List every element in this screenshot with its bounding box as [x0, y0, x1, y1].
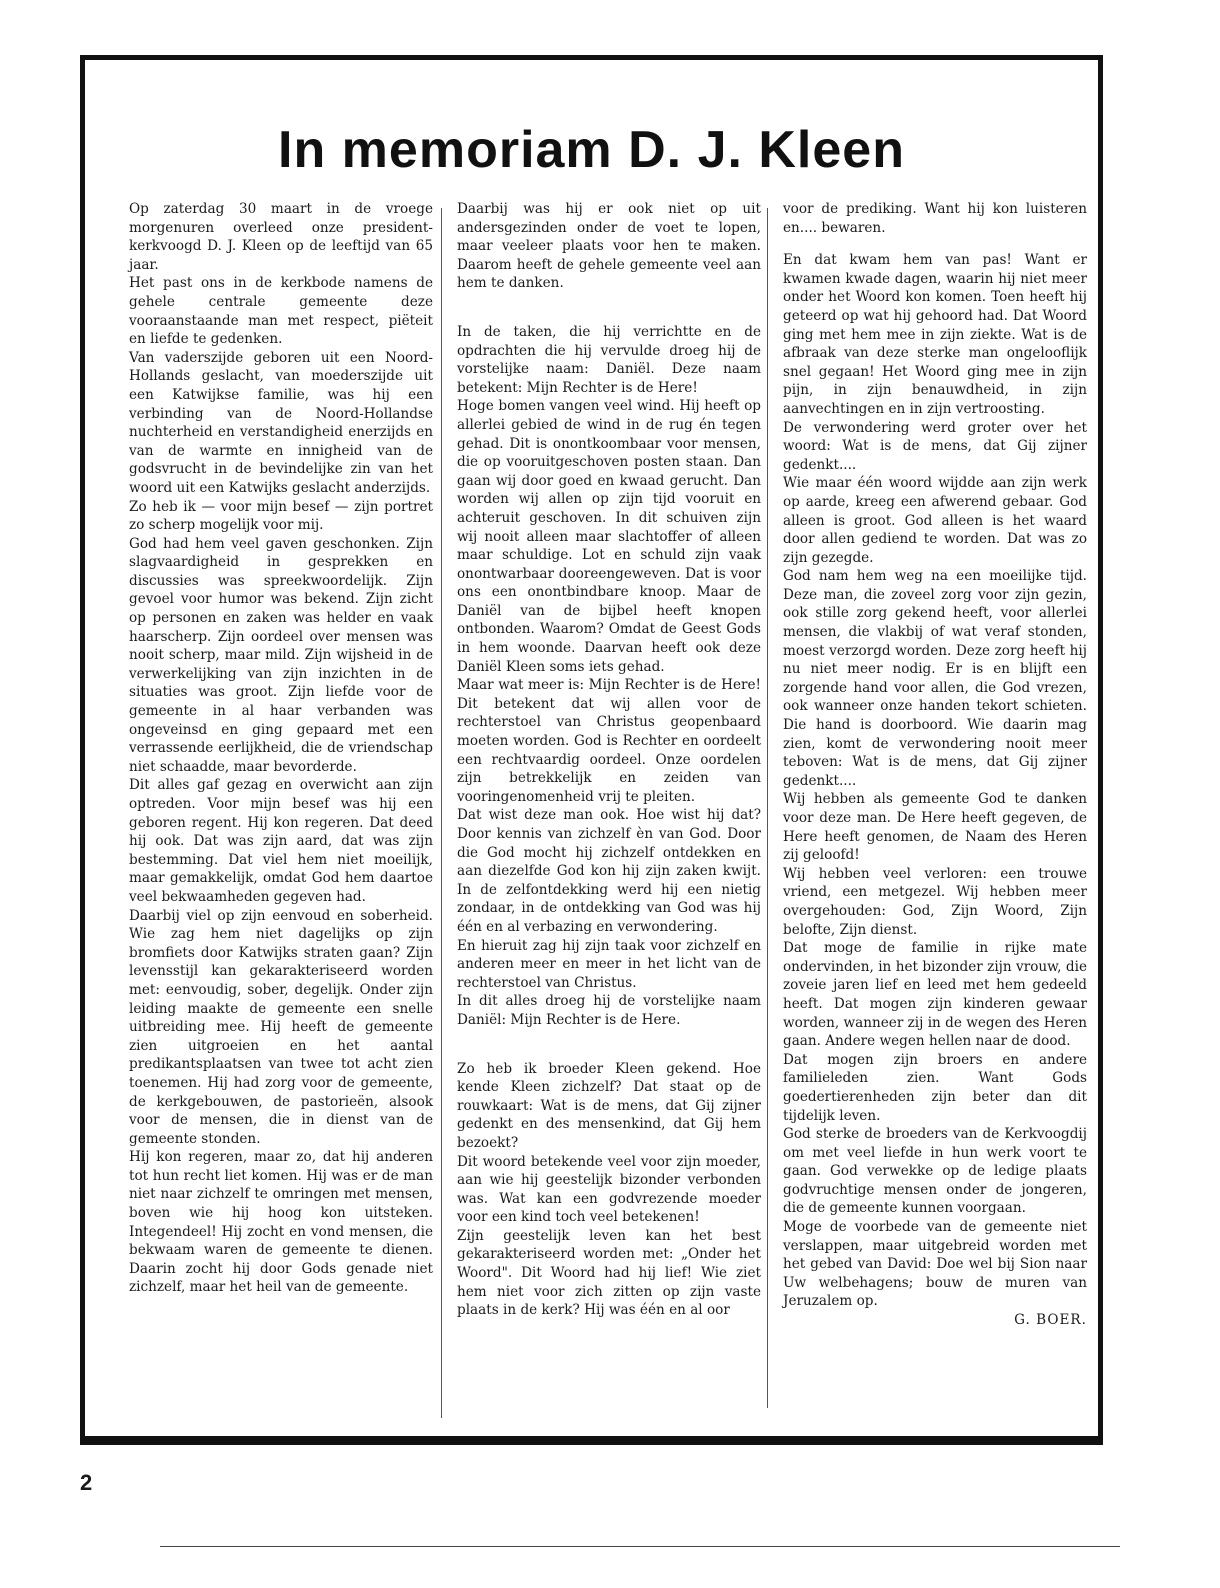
paragraph: voor de prediking. Want hij kon luisteren en.... bewaren. [783, 201, 1087, 236]
paragraph: In dit alles droeg hij de vorstelijke naam Daniël: Mijn Rechter is de Here. [457, 993, 761, 1028]
paragraph: In de taken, die hij verrichtte en de opdrachten die hij vervulde droeg hij de vorstelijke naam: Daniël. Deze naam betekent: Mijn Rechter is de Here! [457, 323, 761, 396]
paragraph: Hoge bomen vangen veel wind. Hij heeft op allerlei gebied de wind in de rug én tegen gehad. Dit is onontkoombaar voor mensen, die op vooruitgeschoven posten staan. Dan gaan wij door goed en kwaad gerucht. Dan worden wij allen op zijn tijd vooruit en achteruit geschoven. In dit schuiven zijn wij nooit alleen maar slachtoffer of alleen maar schuldige. Lot en schuld zijn vaak onontwarbaar dooreengeweven. Dat is voor ons een onontbindbare knoop. Maar de Daniël van de bijbel heeft knopen ontbonden. Waarom? Omdat de Geest Gods in hem woonde. Daarvan heeft ook deze Daniël Kleen soms iets gehad. [457, 398, 761, 675]
text-column-2 [457, 200, 761, 1320]
paragraph: En dat kwam hem van pas! Want er kwamen kwade dagen, waarin hij niet meer onder het Woord kon komen. Toen heeft hij geteerd op wat hij gehoord had. Dat Woord ging met hem mee in zijn ziekte. Wat is de afbraak van deze sterke man ongelooflijk snel gegaan! Het Woord ging mee in zijn pijn, in zijn benauwdheid, in zijn aanvechtingen en in zijn vertroosting. [783, 252, 1087, 417]
paragraph: Wij hebben veel verloren: een trouwe vriend, een metgezel. Wij hebben meer overgehouden: God, Zijn Woord, Zijn belofte, Zijn dienst. [783, 865, 1087, 938]
paragraph: Maar wat meer is: Mijn Rechter is de Here! Dit betekent dat wij allen voor de rechterstoel van Christus geopenbaard moeten worden. God is Rechter en oordeelt een rechtvaardig oordeel. Onze oordelen zijn betrekkelijk en zeiden van vooringenomenheid vrij te pleiten. [457, 677, 761, 805]
column-divider [441, 208, 442, 1418]
paragraph: Dat moge de familie in rijke mate ondervinden, in het bizonder zijn vrouw, die zoveie jaren lief en leed met hem gedeeld heeft. Dat mogen zijn kinderen gewaar worden, wanneer zij in de wegen des Heren gaan. Andere wegen hellen naar de dood. [783, 940, 1087, 1050]
paragraph: Dat wist deze man ook. Hoe wist hij dat? Door kennis van zichzelf èn van God. Door die God mocht hij zichzelf ontdekken en aan diezelfde God kon hij zijn zaken kwijt. In de zelfontdekking werd hij een nietig zondaar, in de ontdekking van God was hij één en al verbazing en verwondering. [457, 807, 761, 935]
paragraph: Het past ons in de kerkbode namens de gehele centrale gemeente deze vooraanstaande man met respect, piëteit en liefde te gedenken. [129, 275, 433, 348]
article-title: In memoriam D. J. Kleen [278, 121, 905, 179]
paragraph: Hij kon regeren, maar zo, dat hij anderen tot hun recht liet komen. Hij was er de man niet naar zichzelf te omringen met mensen, boven wie hij hoog kon uitsteken. Integendeel! Hij zocht en vond mensen, die bekwaam waren de gemeente te dienen. Daarin zocht hij door Gods genade niet zichzelf, maar het heil van de gemeente. [129, 1149, 433, 1296]
paragraph: God had hem veel gaven geschonken. Zijn slagvaardigheid in gesprekken en discussies was spreekwoordelijk. Zijn gevoel voor humor was bekend. Zijn zicht op personen en zaken was helder en vaak haarscherp. Zijn oordeel over mensen was nooit scherp, maar mild. Zijn wijsheid in de verwerkelijking van zijn inzichten in de situaties was groot. Zijn liefde voor de gemeente in al haar verbanden was ongeveinsd en ging gepaard met een verrassende eerlijkheid, die de vriendschap niet schaadde, maar bevorderde. [129, 535, 433, 775]
paragraph: Zijn geestelijk leven kan het best gekarakteriseerd worden met: „Onder het Woord". Dit Woord had hij lief! Wie ziet hem niet voor zich zitten op zijn vaste plaats in de kerk? Hij was één en al oor [457, 1227, 761, 1319]
paragraph: Daarbij was hij er ook niet op uit andersgezinden onder de voet te lopen, maar veeleer plaats voor hen te maken. Daarom heeft de gehele gemeente veel aan hem te danken. [457, 201, 761, 292]
paragraph: Dit alles gaf gezag en overwicht aan zijn optreden. Voor mijn besef was hij een geboren regent. Hij kon regeren. Dat deed hij ook. Dat was zijn aard, dat was zijn bestemming. Dat viel hem niet moeilijk, maar gemakkelijk, omdat God hem daartoe veel bekwaamheden gegeven had. [129, 777, 433, 905]
paragraph: En hieruit zag hij zijn taak voor zichzelf en anderen meer en meer in het licht van de rechterstoel van Christus. [457, 937, 761, 991]
paragraph: God sterke de broeders van de Kerkvoogdij om met veel liefde in hun werk voort te gaan. God verwekke op de ledige plaats godvruchtige mensen onder de jongeren, die de gemeente kunnen voorgaan. [783, 1126, 1087, 1217]
paragraph: Daarbij viel op zijn eenvoud en soberheid. Wie zag hem niet dagelijks op zijn bromfiets door Katwijks straten gaan? Zijn levensstijl kan gekarakteriseerd worden met: eenvoudig, sober, degelijk. Onder zijn leiding maakte de gemeente een snelle uitbreiding mee. Hij heeft de gemeente zien uitgroeien en het aantal predikantsplaatsen van twee tot acht zien toenemen. Hij had zorg voor de gemeente, de kerkgebouwen, de pastorieën, alsook voor de mensen, die in dienst van de gemeente stonden. [129, 907, 433, 1147]
paragraph: Wij hebben als gemeente God te danken voor deze man. De Here heeft gegeven, de Here heeft genomen, de Naam des Heren zij geloofd! [783, 791, 1087, 864]
memorial-frame [80, 55, 1103, 1445]
paragraph: God nam hem weg na een moeilijke tijd. Deze man, die zoveel zorg voor zijn gezin, ook stille zorg gekend heeft, voor allerlei mensen, die vlakbij of wat veraf stonden, moest verzorgd worden. Deze zorg heeft hij nu niet meer nodig. Er is en blijft een zorgende hand voor allen, die God vrezen, ook wanneer onze handen tekort schieten. Die hand is doorboord. Wie daarin mag zien, komt de verwondering nooit meer teboven: Wat is de mens, dat Gij zijner gedenkt.... [783, 568, 1087, 789]
paragraph: Dat mogen zijn broers en andere familieleden zien. Want Gods goedertierenheden zijn beter dan dit tijdelijk leven. [783, 1051, 1087, 1124]
page-number: 2 [80, 1470, 93, 1495]
paragraph: Moge de voorbede van de gemeente niet verslappen, maar uitgebreid worden met het gebed van David: Doe wel bij Sion naar Uw welbehagens; bouw de muren van Jeruzalem op. [783, 1219, 1087, 1310]
paragraph: Zo heb ik — voor mijn besef — zijn portret zo scherp mogelijk voor mij. [129, 498, 433, 534]
text-column-1 [129, 200, 433, 1297]
paragraph: Dit woord betekende veel voor zijn moeder, aan wie hij geestelijk bizonder verbonden was. Wat kan een godvrezende moeder voor een kind toch veel betekenen! [457, 1153, 761, 1226]
paragraph: Zo heb ik broeder Kleen gekend. Hoe kende Kleen zichzelf? Dat staat op de rouwkaart: Wat is de mens, dat Gij zijner gedenkt en des mensenkind, dat Gij hem bezoekt? [457, 1060, 761, 1151]
text-column-3 [783, 200, 1087, 1330]
column-divider [767, 208, 768, 1408]
author-signature: G. BOER. [1014, 1312, 1087, 1329]
paragraph: Wie maar één woord wijdde aan zijn werk op aarde, kreeg een afwerend gebaar. God alleen is groot. God alleen is het waard door allen gediend te worden. Dat was zo zijn gezegde. [783, 475, 1087, 566]
footer-rule [160, 1546, 1120, 1547]
paragraph: Op zaterdag 30 maart in de vroege morgenuren overleed onze president-kerkvoogd D. J. Kleen op de leeftijd van 65 jaar. [129, 201, 433, 273]
paragraph: De verwondering werd groter over het woord: Wat is de mens, dat Gij zijner gedenkt.... [783, 419, 1087, 473]
paragraph: Van vaderszijde geboren uit een Noord-Hollands geslacht, van moederszijde uit een Katwijkse familie, was hij een verbinding van de Noord-Hollandse nuchterheid en verstandigheid enerzijds en van de warmte en innigheid van de godsvrucht in de bevindelijke zin van het woord uit een Katwijks geslacht anderzijds. [129, 349, 433, 496]
